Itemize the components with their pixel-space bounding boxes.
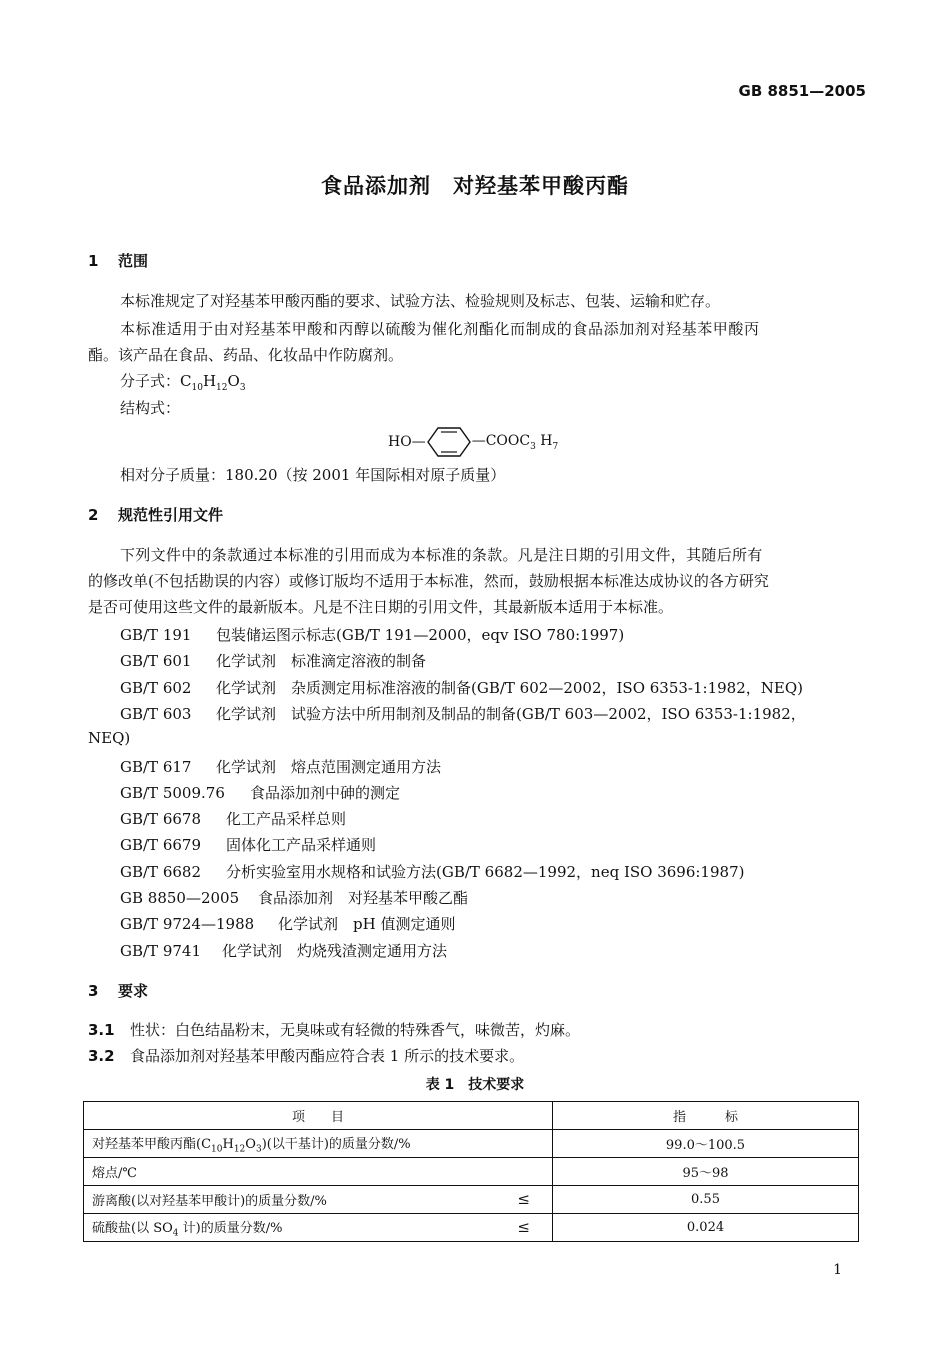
row-item-text: 硫酸盐(以 SO — [92, 1220, 173, 1236]
paragraph-continued: 的修改单(不包括勘误的内容）或修订版均不适用于本标准，然而，鼓励根据本标准达成协议的各方研究 — [88, 572, 769, 590]
row-item-subscript: 4 — [172, 1228, 179, 1239]
row-value: 0.55 — [553, 1186, 859, 1214]
less-equal-symbol: ≤ — [517, 1218, 530, 1236]
formula-element: C — [180, 372, 192, 390]
reference-title: 固体化工产品采样通则 — [226, 836, 377, 854]
clause-3-2 — [88, 1045, 524, 1066]
row-item-subscript: 3 — [255, 1144, 262, 1155]
section-title: 范围 — [118, 252, 149, 270]
reference-continued: NEQ) — [88, 729, 131, 747]
structure-subscript: 3 — [530, 441, 536, 452]
row-item-subscript: 12 — [233, 1144, 246, 1155]
reference-item — [120, 650, 426, 671]
reference-code: GB/T 5009.76 — [120, 784, 225, 802]
paragraph: 本标准适用于由对羟基苯甲酸和丙醇以硫酸为催化剂酯化而制成的食品添加剂对羟基苯甲酸丙 — [120, 320, 760, 338]
reference-title: 化学试剂 灼烧残渣测定通用方法 — [222, 942, 448, 960]
section-title: 规范性引用文件 — [118, 506, 224, 524]
clause-text: 食品添加剂对羟基苯甲酸丙酯应符合表 1 所示的技术要求。 — [130, 1047, 525, 1065]
row-value: 95～98 — [553, 1158, 859, 1186]
row-item-text: 游离酸(以对羟基苯甲酸计)的质量分数/% — [92, 1194, 327, 1209]
standard-number: GB 8851—2005 — [738, 82, 866, 100]
table-row — [84, 1158, 859, 1186]
formula-label: 分子式： — [120, 372, 181, 390]
reference-title: 化学试剂 熔点范围测定通用方法 — [216, 758, 442, 776]
table-row — [84, 1214, 859, 1242]
reference-item — [120, 913, 455, 934]
reference-item — [120, 756, 441, 777]
reference-title: 包装储运图示标志(GB/T 191—2000，eqv ISO 780:1997) — [216, 626, 625, 644]
reference-item — [120, 677, 803, 698]
document-title: 食品添加剂 对羟基苯甲酸丙酯 — [321, 174, 629, 198]
row-item-text: 对羟基苯甲酸丙酯(C — [92, 1136, 212, 1152]
reference-title: 化学试剂 标准滴定溶液的制备 — [216, 652, 427, 670]
column-header-value: 指 标 — [553, 1102, 859, 1130]
row-item-subscript: 10 — [211, 1144, 223, 1155]
structure-right-group — [472, 433, 559, 452]
row-item-text: O — [245, 1136, 256, 1152]
table-row — [84, 1186, 859, 1214]
reference-item — [120, 703, 806, 724]
row-item: 熔点/℃ — [84, 1158, 553, 1186]
section-number: 1 — [88, 252, 99, 270]
table-caption: 表 1 技术要求 — [425, 1077, 525, 1093]
structure-text: —COOC — [471, 432, 531, 449]
reference-item — [120, 861, 744, 882]
row-item-text: )(以干基计)的质量分数/% — [261, 1136, 411, 1152]
table-row — [84, 1130, 859, 1158]
paragraph: 本标准规定了对羟基苯甲酸丙酯的要求、试验方法、检验规则及标志、包装、运输和贮存。 — [120, 292, 721, 310]
column-header-item: 项 目 — [84, 1102, 553, 1130]
reference-title: 食品添加剂 对羟基苯甲酸乙酯 — [258, 889, 469, 907]
reference-title: 化工产品采样总则 — [226, 810, 347, 828]
reference-item — [120, 834, 376, 855]
reference-code: GB/T 602 — [120, 679, 192, 697]
technical-requirements-table — [83, 1101, 859, 1242]
reference-code: GB/T 9741 — [120, 942, 202, 960]
structure-subscript: 7 — [552, 441, 559, 452]
structure-text: H — [540, 432, 553, 449]
reference-item — [120, 940, 447, 961]
clause-number: 3.1 — [88, 1021, 115, 1039]
table-header-row — [84, 1102, 859, 1130]
paragraph-continued: 酯。该产品在食品、药品、化妆品中作防腐剂。 — [88, 346, 404, 364]
row-item-text: H — [222, 1136, 234, 1152]
paragraph-continued: 是否可使用这些文件的最新版本。凡是不注日期的引用文件，其最新版本适用于本标准。 — [88, 598, 674, 616]
row-item-text: 计)的质量分数/% — [178, 1220, 283, 1236]
reference-item — [120, 624, 624, 645]
row-item — [84, 1186, 553, 1214]
reference-title: 分析实验室用水规格和试验方法(GB/T 6682—1992，neq ISO 3696:1987) — [226, 863, 745, 881]
section-title: 要求 — [118, 982, 149, 1000]
reference-item — [120, 782, 400, 803]
paragraph: 下列文件中的条款通过本标准的引用而成为本标准的条款。凡是注日期的引用文件，其随后所有 — [120, 546, 763, 564]
reference-code: GB/T 6682 — [120, 863, 202, 881]
reference-title: 食品添加剂中砷的测定 — [250, 784, 401, 802]
section-number: 3 — [88, 982, 99, 1000]
reference-code: GB/T 603 — [120, 705, 192, 723]
section-1-heading — [88, 250, 148, 271]
formula-subscript: 3 — [239, 383, 246, 393]
row-value: 99.0～100.5 — [553, 1130, 859, 1158]
row-item — [84, 1214, 553, 1242]
reference-code: GB 8850—2005 — [120, 889, 240, 907]
row-value: 0.024 — [553, 1214, 859, 1242]
clause-text: 性状：白色结晶粉末，无臭味或有轻微的特殊香气，味微苦，灼麻。 — [130, 1021, 581, 1039]
formula-subscript: 12 — [216, 383, 228, 393]
formula-subscript: 10 — [191, 383, 203, 393]
clause-number: 3.2 — [88, 1047, 115, 1065]
clause-3-1 — [88, 1019, 580, 1040]
structure-label: 结构式： — [120, 399, 181, 417]
reference-code: GB/T 6679 — [120, 836, 202, 854]
reference-code: GB/T 617 — [120, 758, 192, 776]
reference-code: GB/T 9724—1988 — [120, 915, 255, 933]
reference-code: GB/T 191 — [120, 626, 192, 644]
reference-item — [120, 808, 346, 829]
reference-title: 化学试剂 试验方法中所用制剂及制品的制备(GB/T 603—2002，ISO 6353-1:1982， — [216, 705, 806, 723]
reference-code: GB/T 6678 — [120, 810, 202, 828]
molecular-mass: 相对分子质量：180.20（按 2001 年国际相对原子质量） — [120, 466, 506, 484]
section-number: 2 — [88, 506, 99, 524]
structural-formula — [388, 426, 558, 458]
section-2-heading — [88, 504, 223, 525]
less-equal-symbol: ≤ — [517, 1190, 530, 1208]
formula-element: O — [227, 372, 240, 390]
benzene-ring-icon — [426, 426, 472, 458]
row-item — [84, 1130, 553, 1158]
section-3-heading — [88, 980, 148, 1001]
reference-code: GB/T 601 — [120, 652, 192, 670]
page-number: 1 — [833, 1262, 842, 1278]
reference-item — [120, 887, 468, 908]
reference-title: 化学试剂 pH 值测定通则 — [278, 915, 456, 933]
formula-element: H — [202, 372, 217, 390]
reference-title: 化学试剂 杂质测定用标准溶液的制备(GB/T 602—2002，ISO 6353-1:1982，NEQ) — [216, 679, 803, 697]
molecular-formula — [120, 370, 246, 393]
structure-left-group: HO— — [388, 434, 426, 450]
